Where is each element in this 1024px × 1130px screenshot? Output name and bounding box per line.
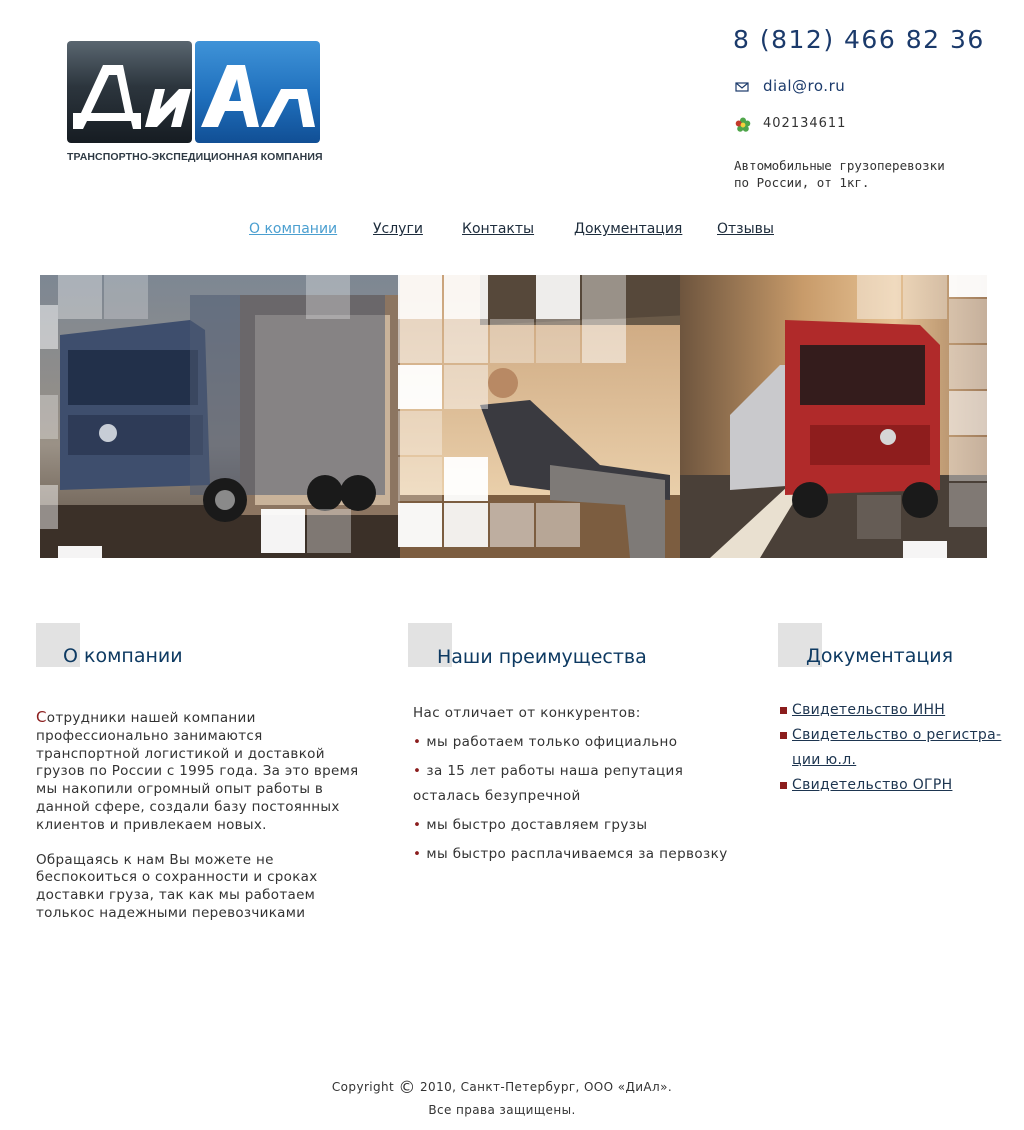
nav-item-contacts[interactable]: Контакты <box>462 221 535 237</box>
list-item <box>413 759 733 809</box>
footer <box>0 1076 1004 1121</box>
doc-link-inn[interactable]: Свидетельство ИНН <box>792 702 946 718</box>
phone-number: 8 (812) 466 82 36 <box>733 25 985 54</box>
nav-item-about[interactable]: О компании <box>249 221 338 237</box>
tagline-line-1: Автомобильные грузоперевозки <box>734 158 945 173</box>
footer-copyright <box>0 1076 1004 1099</box>
email-link[interactable]: dial@ro.ru <box>763 77 846 95</box>
bullet: • <box>413 846 422 862</box>
copyright-word: Copyright <box>331 1080 395 1094</box>
icq-number: 402134611 <box>763 116 847 131</box>
list-item <box>413 730 733 755</box>
list-item-text: за 15 лет работы наша репутация осталась безупречной <box>413 763 684 804</box>
doc-item-registration <box>779 723 1024 773</box>
bullet: • <box>413 817 422 833</box>
list-item-text: мы быстро доставляем грузы <box>426 817 648 833</box>
bullet: • <box>413 763 422 779</box>
docs-list <box>779 698 1024 798</box>
copyright-text: 2010, Санкт-Петербург, ООО «ДиАл». <box>420 1080 673 1094</box>
bullet-square-icon <box>780 782 787 789</box>
advantages-intro: Нас отличает от конкурентов: <box>413 705 641 721</box>
doc-link-registration[interactable]: Свидетельство о регистра-ции ю.л. <box>792 727 1002 768</box>
logo-lettermark <box>67 43 320 143</box>
bullet: • <box>413 734 422 750</box>
list-item <box>413 842 733 867</box>
about-paragraph-2: Обращаясь к нам Вы можете не беспокоиться о сохранности и сроках доставки груза, так как мы работаем толькос надежными перевозчиками <box>36 851 318 921</box>
about-text <box>36 709 366 940</box>
tagline-line-2: по России, от 1кг. <box>734 175 870 190</box>
footer-rights: Все права защищены. <box>428 1103 576 1117</box>
nav-item-documentation[interactable]: Документация <box>574 221 683 237</box>
advantages-heading: Наши преимущества <box>437 646 647 668</box>
company-logo[interactable] <box>67 41 322 169</box>
logo-subtitle: ТРАНСПОРТНО-ЭКСПЕДИЦИОННАЯ КОМПАНИЯ <box>67 151 323 163</box>
doc-link-ogrn[interactable]: Свидетельство ОГРН <box>792 777 953 793</box>
tagline <box>734 157 1024 191</box>
list-item-text: мы работаем только официально <box>426 734 678 750</box>
docs-heading: Документация <box>806 645 954 667</box>
advantages-list <box>413 702 733 871</box>
hero-banner <box>40 275 987 558</box>
nav-item-reviews[interactable]: Отзывы <box>717 221 774 237</box>
list-item-text: мы быстро расплачиваемся за первозку <box>426 846 728 862</box>
about-dropcap: С <box>36 708 47 726</box>
bullet-square-icon <box>780 707 787 714</box>
hero-banner-illustration <box>40 275 987 558</box>
list-item <box>413 813 733 838</box>
about-heading: О компании <box>63 645 183 667</box>
doc-item-inn <box>779 698 1024 723</box>
about-paragraph-1 <box>36 709 366 835</box>
copyright-icon: © <box>398 1078 416 1098</box>
about-paragraph-1-text: отрудники нашей компании профессионально занимаются транспортной логистикой и доставкой грузов по России с 1995 года. За это время мы накопили огромный опыт работы в данной сфере, создали базу постоянных клиентов и привлекаем новых. <box>36 710 359 833</box>
doc-item-ogrn <box>779 773 1024 798</box>
icq-flower-icon <box>735 117 749 131</box>
email-row <box>735 77 845 95</box>
envelope-icon <box>735 79 749 93</box>
bullet-square-icon <box>780 732 787 739</box>
nav-item-services[interactable]: Услуги <box>373 221 423 237</box>
icq-row <box>735 116 846 131</box>
